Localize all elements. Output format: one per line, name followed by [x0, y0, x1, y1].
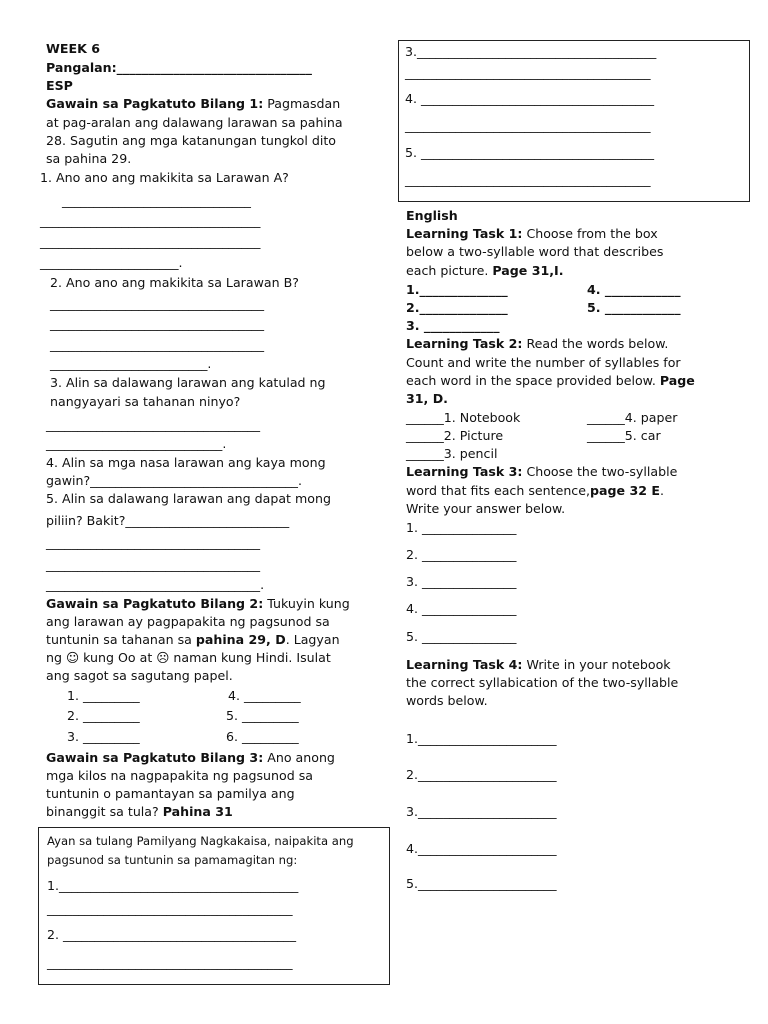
- answer-line[interactable]: __________________________________: [50, 296, 265, 311]
- poem-box-text: pagsunod sa tuntunin sa pamamagitan ng:: [47, 853, 298, 867]
- lt2-word[interactable]: ______2. Picture: [406, 428, 504, 443]
- answer-line[interactable]: __________________________________: [50, 337, 265, 352]
- answer-line[interactable]: __________________________________.: [46, 577, 265, 592]
- lt4-answer[interactable]: 5.______________________: [406, 876, 557, 891]
- name-field[interactable]: Pangalan:_______________________________: [46, 60, 312, 75]
- answer-line[interactable]: ______________________________: [62, 193, 251, 208]
- gawain-2-answer[interactable]: 5. _________: [226, 708, 299, 723]
- answer-line[interactable]: ___________________________________: [40, 213, 261, 228]
- lt2-line: [406, 373, 695, 389]
- gawain-2-line: ng ☺ kung Oo at ☹ naman kung Hindi. Isulat: [46, 650, 331, 665]
- lt1-answer[interactable]: 3. ____________: [406, 318, 500, 333]
- lt3-title: Learning Task 3:: [406, 464, 523, 479]
- gawain-2-page: pahina 29, D: [195, 632, 286, 647]
- lt1-page: Page 31,I.: [492, 263, 564, 278]
- lt4-title: Learning Task 4:: [406, 657, 523, 672]
- lt1-answer[interactable]: 5. ____________: [587, 300, 681, 315]
- answer-line[interactable]: __________________________________: [46, 557, 261, 572]
- answer-line[interactable]: ______________________.: [40, 255, 183, 270]
- gawain-2-heading: [46, 596, 350, 612]
- answer-line[interactable]: 4. _____________________________________: [405, 91, 655, 106]
- lt2-text: each word in the space provided below.: [406, 373, 660, 388]
- gawain-2-answer[interactable]: 3. _________: [67, 729, 140, 744]
- gawain-1-line: sa pahina 29.: [46, 151, 132, 166]
- gawain-3-line: mga kilos na nagpapakita ng pagsunod sa: [46, 768, 314, 783]
- answer-line[interactable]: 2. _____________________________________: [47, 927, 297, 942]
- lt4-answer[interactable]: 4.______________________: [406, 841, 557, 856]
- question-5: 5. Alin sa dalawang larawan ang dapat mong: [46, 491, 331, 506]
- answer-line[interactable]: 5. _____________________________________: [405, 145, 655, 160]
- lt3-line: [406, 483, 664, 499]
- lt2-title: Learning Task 2:: [406, 336, 523, 351]
- lt1-title: Learning Task 1:: [406, 226, 523, 241]
- gawain-2-text: tuntunin sa tahanan sa: [46, 632, 196, 647]
- gawain-3-title: Gawain sa Pagkatuto Bilang 3:: [46, 750, 264, 765]
- gawain-2-answer[interactable]: 2. _________: [67, 708, 140, 723]
- gawain-2-text: . Lagyan: [285, 632, 340, 647]
- lt3-answer[interactable]: 1. _______________: [406, 520, 517, 535]
- answer-line[interactable]: ____________________________.: [46, 436, 227, 451]
- lt3-answer[interactable]: 2. _______________: [406, 547, 517, 562]
- subject-esp: ESP: [46, 78, 73, 93]
- lt3-text: word that fits each sentence,: [406, 483, 590, 498]
- answer-line[interactable]: _______________________________________: [47, 955, 293, 970]
- lt4-line: words below.: [406, 693, 488, 708]
- lt3-answer[interactable]: 5. _______________: [406, 629, 517, 644]
- lt4-line: the correct syllabication of the two-syllable: [406, 675, 679, 690]
- subject-english: English: [406, 208, 458, 223]
- gawain-1-line: 28. Sagutin ang mga katanungan tungkol dito: [46, 133, 336, 148]
- gawain-2-answer[interactable]: 4. _________: [228, 688, 301, 703]
- lt1-line: below a two-syllable word that describes: [406, 244, 664, 259]
- answer-line[interactable]: ___________________________________: [40, 234, 261, 249]
- lt1-answer[interactable]: 1.______________: [406, 282, 508, 297]
- answer-line[interactable]: __________________________________: [50, 316, 265, 331]
- question-2: 2. Ano ano ang makikita sa Larawan B?: [50, 275, 299, 290]
- lt3-text: Choose the two-syllable: [522, 464, 678, 479]
- lt3-answer[interactable]: 4. _______________: [406, 601, 517, 616]
- lt2-page: 31, D.: [406, 391, 448, 406]
- lt4-heading: [406, 657, 671, 673]
- week-label: WEEK 6: [46, 41, 101, 56]
- lt4-answer[interactable]: 1.______________________: [406, 731, 557, 746]
- lt2-line: Count and write the number of syllables for: [406, 355, 681, 370]
- answer-line[interactable]: 1.______________________________________: [47, 878, 299, 893]
- lt1-line: [406, 263, 564, 279]
- lt3-line: Write your answer below.: [406, 501, 566, 516]
- gawain-1-line: at pag-aralan ang dalawang larawan sa pahina: [46, 115, 343, 130]
- lt1-answer[interactable]: 4. ____________: [587, 282, 681, 297]
- answer-line[interactable]: 3.______________________________________: [405, 44, 657, 59]
- question-4-answer[interactable]: gawin?_________________________________.: [46, 473, 302, 488]
- lt2-heading: [406, 336, 668, 352]
- gawain-2-text: Tukuyin kung: [263, 596, 350, 611]
- gawain-2-answer[interactable]: 6. _________: [226, 729, 299, 744]
- lt3-text: .: [659, 483, 664, 498]
- answer-line[interactable]: _______________________________________: [405, 172, 651, 187]
- answer-line[interactable]: _______________________________________: [405, 65, 651, 80]
- lt4-text: Write in your notebook: [522, 657, 671, 672]
- gawain-2-line: [46, 632, 340, 648]
- lt3-answer[interactable]: 3. _______________: [406, 574, 517, 589]
- gawain-3-line: [46, 804, 233, 820]
- gawain-1-heading: [46, 96, 340, 112]
- lt1-text: Choose from the box: [522, 226, 658, 241]
- lt4-answer[interactable]: 2.______________________: [406, 767, 557, 782]
- lt2-word[interactable]: ______4. paper: [587, 410, 678, 425]
- gawain-3-text: Ano anong: [263, 750, 335, 765]
- question-4: 4. Alin sa mga nasa larawan ang kaya mong: [46, 455, 326, 470]
- gawain-1-title: Gawain sa Pagkatuto Bilang 1:: [46, 96, 264, 111]
- answer-line[interactable]: _______________________________________: [47, 901, 293, 916]
- lt2-word[interactable]: ______1. Notebook: [406, 410, 521, 425]
- gawain-3-page: Pahina 31: [162, 804, 233, 819]
- answer-line[interactable]: _________________________.: [50, 356, 212, 371]
- answer-line[interactable]: __________________________________: [46, 535, 261, 550]
- gawain-3-heading: [46, 750, 335, 766]
- lt2-page: Page: [659, 373, 695, 388]
- question-5-answer[interactable]: piliin? Bakit?__________________________: [46, 513, 290, 528]
- lt3-page: page 32 E: [589, 483, 660, 498]
- lt2-word[interactable]: ______3. pencil: [406, 446, 498, 461]
- lt4-answer[interactable]: 3.______________________: [406, 804, 557, 819]
- poem-box-text: Ayan sa tulang Pamilyang Nagkakaisa, naipakita ang: [47, 834, 354, 848]
- answer-line[interactable]: __________________________________: [46, 417, 261, 432]
- lt2-text: Read the words below.: [522, 336, 669, 351]
- lt2-word[interactable]: ______5. car: [587, 428, 661, 443]
- lt1-heading: [406, 226, 658, 242]
- lt3-heading: [406, 464, 677, 480]
- question-3: nangyayari sa tahanan ninyo?: [50, 394, 241, 409]
- question-1: 1. Ano ano ang makikita sa Larawan A?: [40, 170, 289, 185]
- gawain-2-line: ang sagot sa sagutang papel.: [46, 668, 233, 683]
- gawain-2-answer[interactable]: 1. _________: [67, 688, 140, 703]
- gawain-3-line: tuntunin o pamantayan sa pamilya ang: [46, 786, 295, 801]
- gawain-1-text: Pagmasdan: [263, 96, 341, 111]
- lt1-answer[interactable]: 2.______________: [406, 300, 508, 315]
- answer-line[interactable]: _______________________________________: [405, 118, 651, 133]
- gawain-3-text: binanggit sa tula?: [46, 804, 163, 819]
- question-3: 3. Alin sa dalawang larawan ang katulad ng: [50, 375, 326, 390]
- gawain-2-line: ang larawan ay pagpapakita ng pagsunod sa: [46, 614, 330, 629]
- gawain-2-title: Gawain sa Pagkatuto Bilang 2:: [46, 596, 264, 611]
- lt1-text: each picture.: [406, 263, 493, 278]
